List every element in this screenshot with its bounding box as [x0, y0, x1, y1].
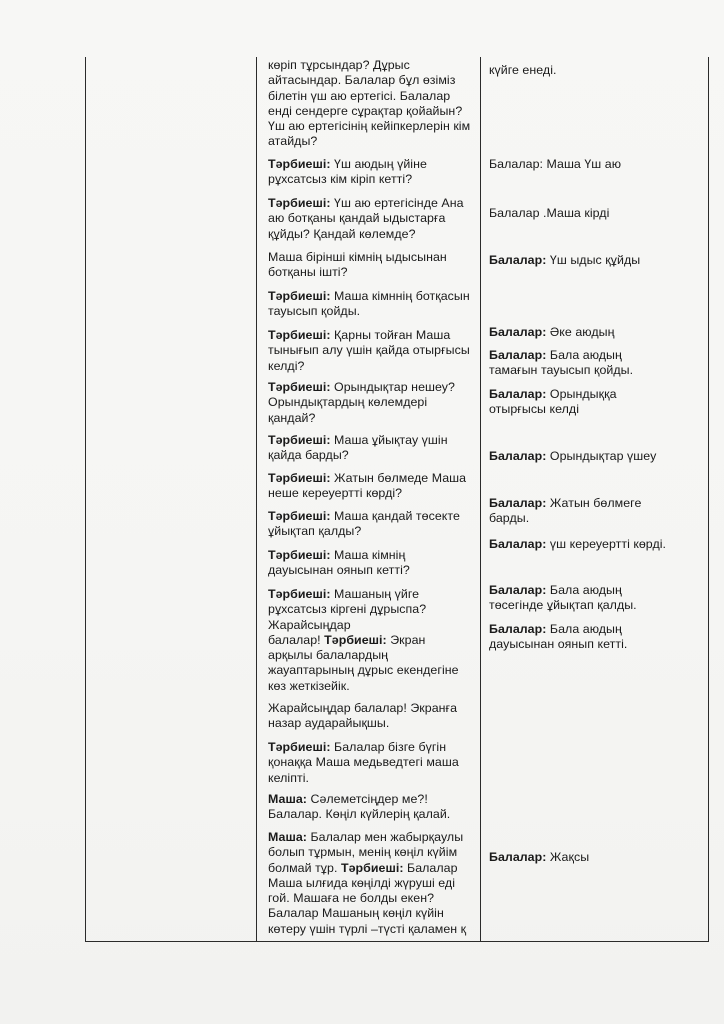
children-answer	[489, 496, 703, 527]
speaker-label: Тәрбиеші:	[268, 328, 331, 342]
cell-text: Жатын бөлмеде Маша неше кереуертті көрді?	[268, 471, 467, 501]
speaker-label: Балалар:	[489, 253, 547, 267]
cell-text: Балалар мен жабырқаулы болып тұрмын, менің көңіл күйім болмай тұр.	[268, 830, 464, 875]
speaker-label: Тәрбиеші:	[340, 860, 404, 875]
teacher-question	[268, 328, 480, 374]
masha-line	[268, 830, 480, 937]
cell-text: Бала аюдың тамағын тауысып қойды.	[489, 348, 634, 378]
children-answer	[489, 449, 703, 464]
speaker-label: Балалар:	[489, 348, 547, 362]
teacher-line	[268, 740, 480, 786]
speaker-label: Тәрбиеші:	[268, 740, 331, 754]
speaker-label: Тәрбиеші:	[268, 548, 331, 562]
cell-text: Үш ыдыс құйды	[546, 253, 641, 267]
children-answer	[489, 157, 703, 172]
children-answer	[489, 348, 703, 379]
speaker-label: Маша:	[268, 792, 307, 806]
cell-text: Маша кімннің ботқасын тауысып қойды.	[268, 289, 470, 319]
cell-text: Орындықтар үшеу	[546, 449, 657, 463]
speaker-label: Тәрбиеші:	[268, 196, 331, 210]
teacher-line	[268, 701, 480, 732]
children-answer	[489, 537, 703, 552]
speaker-label: Балалар:	[489, 449, 547, 463]
cell-text: Қарны тойған Маша тынығып алу үшін қайда отырғысы келді?	[268, 328, 470, 373]
cell-text: көріп тұрсындар? Дұрыс айтасындар. Балалар бұл өзіміз білетін үш аю ертегісі. Балалар енді сендерге сұрақтар қойайын? Үш аю ертегісінің кейіпкерлерін кім атайды?	[268, 58, 471, 149]
speaker-label: Тәрбиеші:	[268, 587, 331, 601]
speaker-label: Тәрбиеші:	[268, 433, 331, 447]
speaker-label: Балалар:	[489, 622, 547, 636]
cell-text: Орындыққа отырғысы келді	[489, 387, 617, 417]
teacher-question	[268, 250, 480, 281]
cell-text: Үш аюдың үйіне рұхсатсыз кім кіріп кетті?	[268, 157, 427, 187]
speaker-label: Тәрбиеші:	[268, 289, 331, 303]
children-answer	[489, 63, 703, 78]
children-answer	[489, 583, 703, 614]
cell-text: Балалар: Маша Үш аю	[489, 157, 622, 171]
cell-text: Балалар бізге бүгін қонаққа Маша медьведтегі маша келіпті.	[268, 740, 459, 785]
speaker-label: Балалар:	[489, 496, 547, 510]
teacher-question	[268, 289, 480, 320]
cell-text: Маша ұйықтау үшін қайда барды?	[268, 433, 448, 463]
speaker-label: Балалар:	[489, 850, 547, 864]
teacher-text-block	[268, 58, 480, 150]
speaker-label: Маша:	[268, 830, 307, 844]
cell-text: Бала аюдың дауысынан оянып кетті.	[489, 622, 628, 652]
teacher-question	[268, 380, 480, 426]
teacher-question	[268, 471, 480, 502]
speaker-label: Балалар:	[489, 537, 547, 551]
speaker-label: Балалар:	[489, 387, 547, 401]
cell-text: Жарайсыңдар балалар! Экранға назар аударайықшы.	[268, 701, 458, 731]
cell-text: күйге енеді.	[489, 63, 557, 77]
teacher-question	[268, 587, 480, 694]
cell-text: үш кереуертті көрді.	[546, 537, 667, 551]
cell-text: Маша қандай төсекте ұйықтап қалды?	[268, 509, 460, 539]
children-answer	[489, 622, 703, 653]
cell-text: Маша бірінші кімнің ыдысынан ботқаны ішті?	[268, 250, 447, 280]
cell-text: Бала аюдың төсегінде ұйықтап қалды.	[489, 583, 637, 613]
cell-text: Орындықтар нешеу? Орындықтардың көлемдері қандай?	[268, 380, 455, 425]
teacher-question	[268, 196, 480, 242]
cell-text: Әке аюдың	[546, 325, 615, 339]
speaker-label: Балалар:	[489, 325, 547, 339]
teacher-question	[268, 548, 480, 579]
column-divider-2	[480, 57, 481, 941]
cell-text: Машаның үйге рұхсатсыз кіргені дұрыспа? Жарайсыңдар балалар!	[268, 587, 427, 647]
teacher-question	[268, 433, 480, 464]
column-divider-1	[256, 57, 257, 941]
cell-text: Жақсы	[546, 850, 590, 864]
children-answer	[489, 850, 703, 865]
speaker-label: Тәрбиеші:	[268, 471, 331, 485]
cell-text: Жатын бөлмеге барды.	[489, 496, 642, 526]
teacher-question	[268, 509, 480, 540]
cell-text: Сәлеметсіңдер ме?! Балалар. Көңіл күйлерің қалай.	[268, 792, 451, 822]
cell-text: Маша кімнің дауысынан оянып кетті?	[268, 548, 410, 578]
teacher-question	[268, 157, 480, 188]
children-answer	[489, 206, 703, 221]
children-answer	[489, 387, 703, 418]
speaker-label: Тәрбиеші:	[268, 509, 331, 523]
cell-text: Экран арқылы балалардың жауаптарының дұрыс екендегіне көз жеткізейік.	[268, 632, 459, 693]
children-answer	[489, 253, 703, 268]
masha-line	[268, 792, 480, 823]
children-answer	[489, 325, 703, 340]
speaker-label: Балалар:	[489, 583, 547, 597]
cell-text: Үш аю ертегісінде Ана аю ботқаны қандай ыдыстарға құйды? Қандай көлемде?	[268, 196, 464, 241]
speaker-label: Тәрбиеші:	[268, 157, 331, 171]
cell-text: Балалар Маша ылғида көңілді жүруші еді гой. Машаға не болды екен? Балалар Машаның көңіл күйін көтеру үшін түрлі –түсті қаламен қ	[268, 860, 467, 936]
speaker-label: Тәрбиеші:	[268, 380, 331, 394]
speaker-label: Тәрбиеші:	[324, 632, 387, 647]
cell-text: Балалар .Маша кірді	[489, 206, 610, 220]
